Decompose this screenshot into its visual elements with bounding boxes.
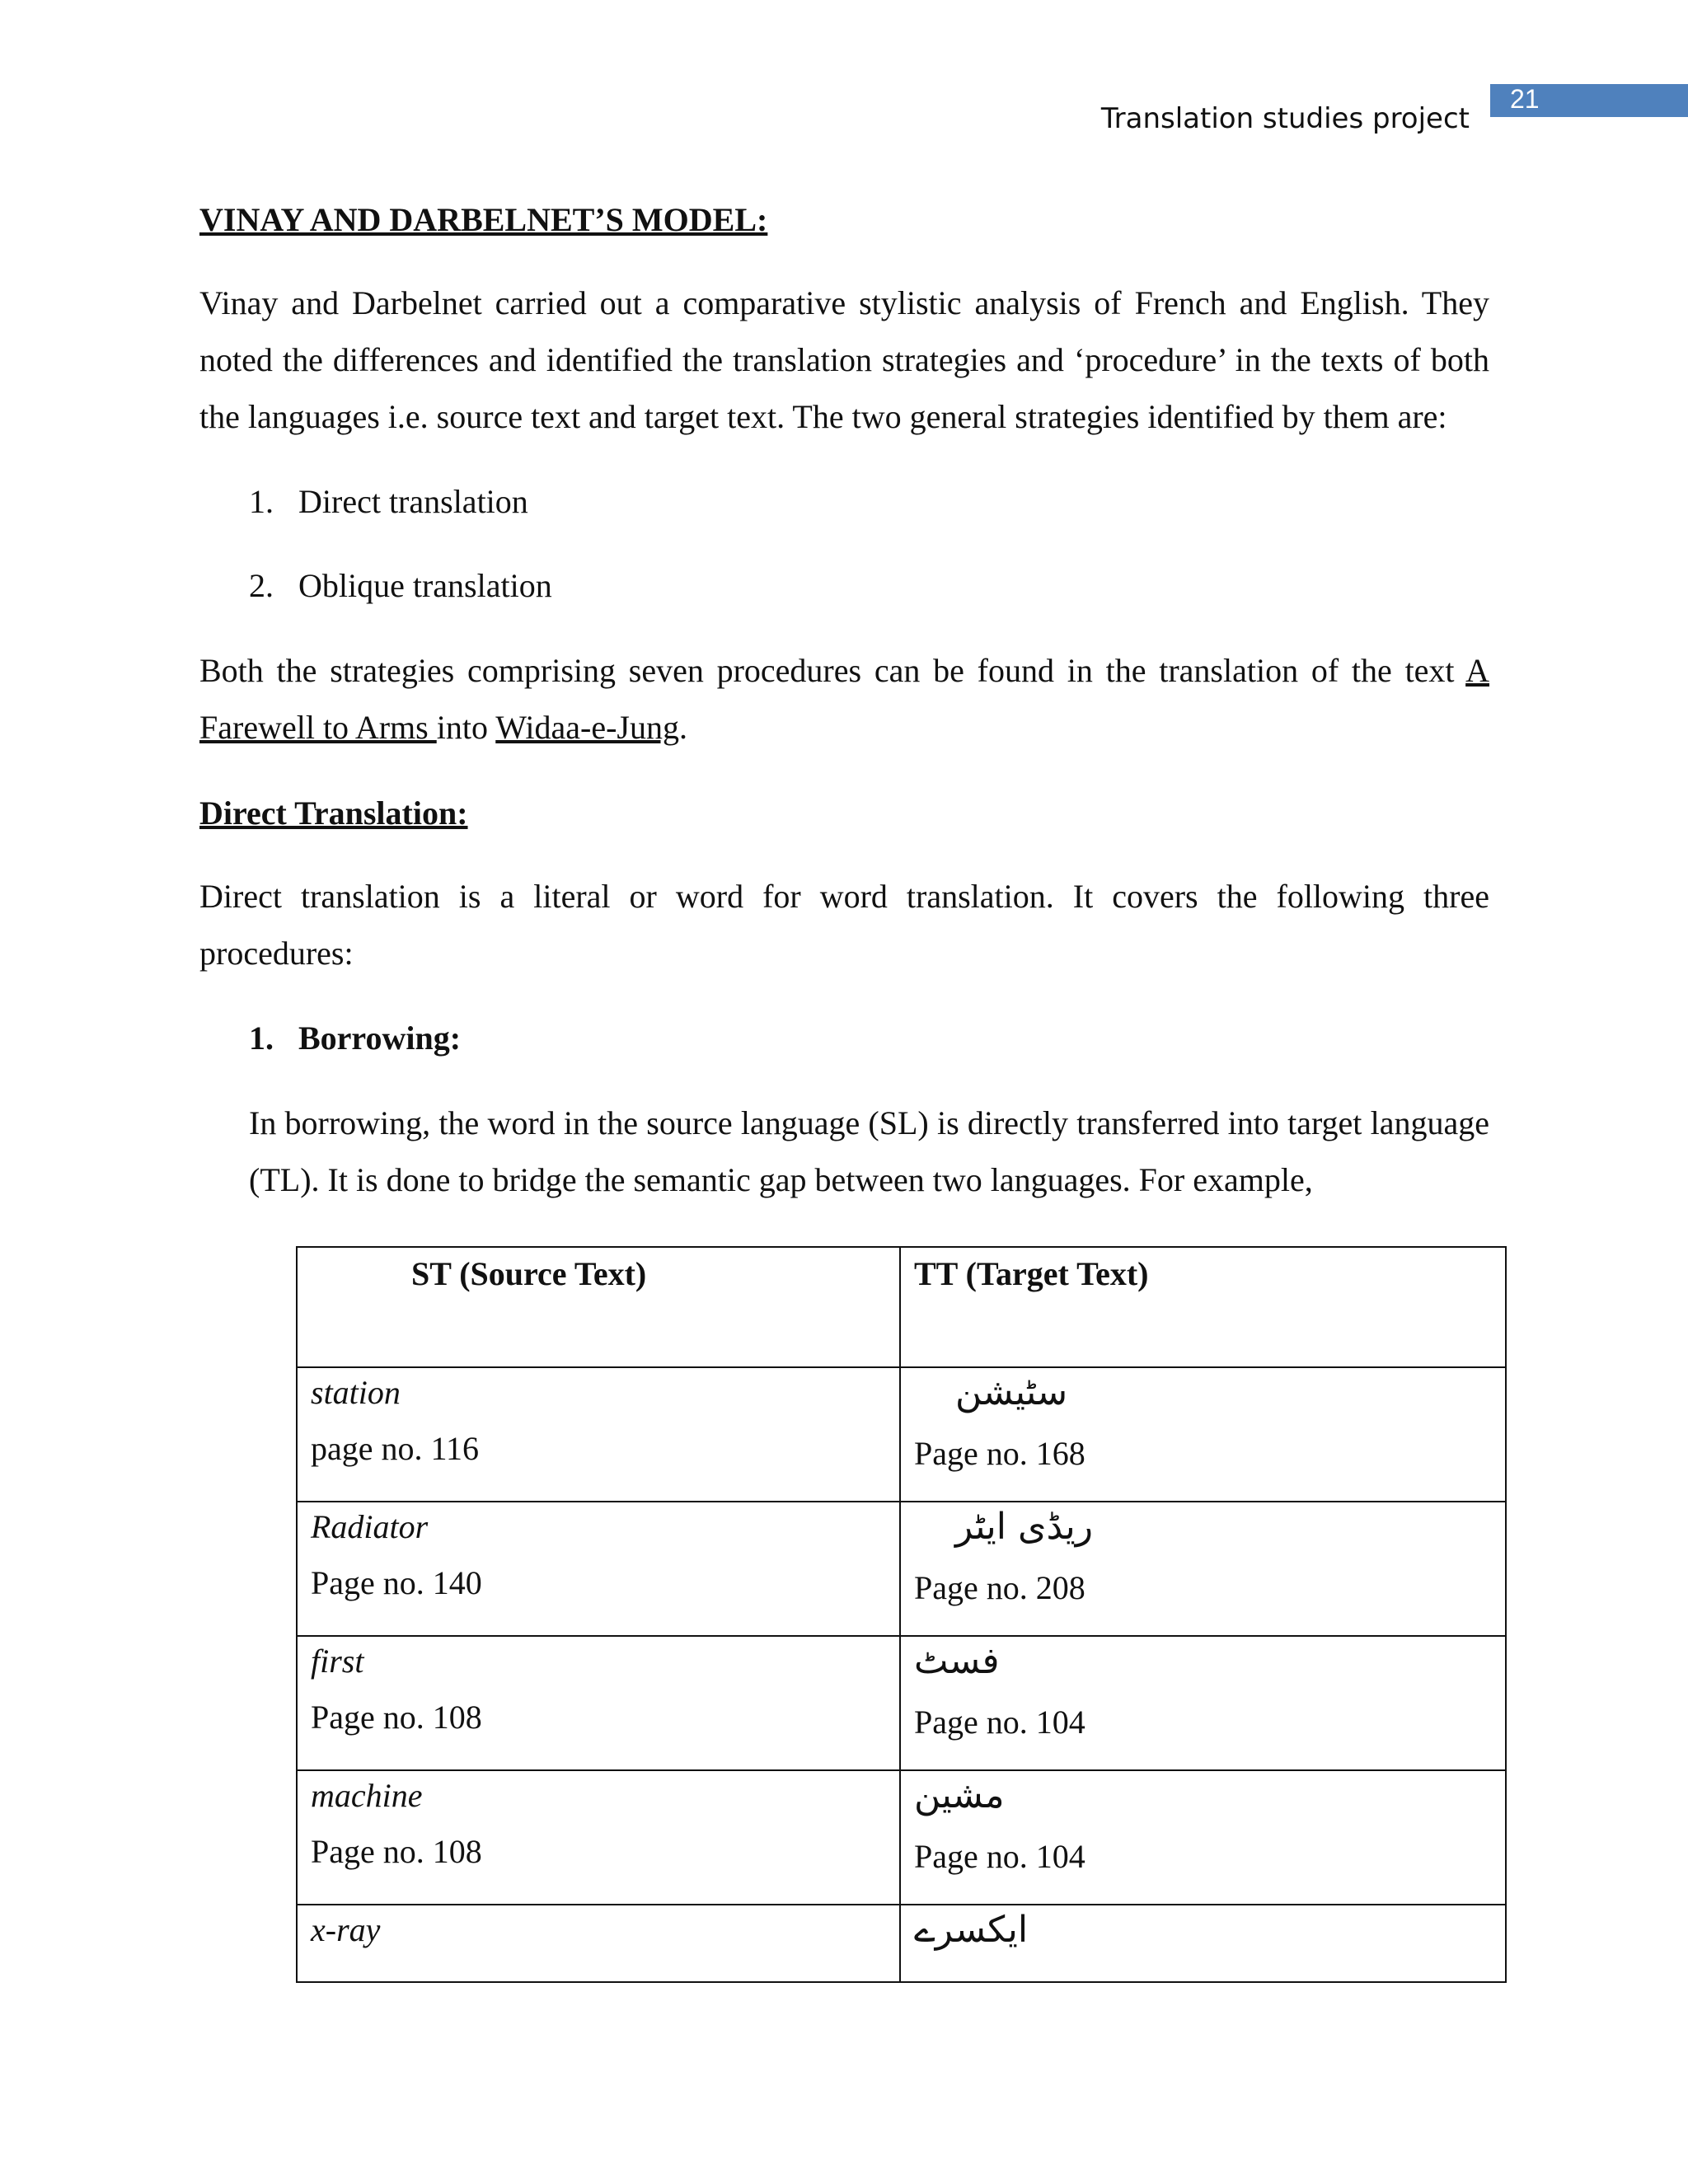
borrowing-heading [249,1010,1489,1066]
list-number: 1. [249,483,274,520]
book-title-english: A Farewell to Arms [199,652,1489,746]
table-row [297,1367,1506,1502]
target-word: ایکسرے [914,1909,1029,1951]
st-cell [297,1770,900,1905]
strategy-item-2 [249,557,1489,614]
intro-paragraph: Vinay and Darbelnet carried out a comparative stylistic analysis of French and English. They noted the differences and identified the translation strategies and ‘procedure’ in the texts of both the languages i.e. source text and target text. The two general strategies identified by them are: [199,284,1489,435]
list-number: 1. [249,1019,274,1057]
source-page: Page no. 108 [311,1833,482,1870]
table-row [297,1905,1506,1982]
list-label: Oblique translation [298,567,552,604]
table-header-row [297,1247,1506,1367]
running-header: Translation studies project [1100,102,1470,135]
target-word: مشین [914,1774,1005,1816]
target-page: Page no. 208 [914,1569,1085,1606]
paragraph-text: into [436,709,496,746]
table-row [297,1636,1506,1770]
target-word: ریڈی ایٹر [955,1506,1094,1548]
st-cell [297,1502,900,1636]
list-label: Direct translation [298,483,528,520]
book-title-urdu: Widaa-e-Jung [495,709,679,746]
paragraph-text: . [678,709,687,746]
tt-cell [900,1502,1506,1636]
borrowing-paragraph: In borrowing, the word in the source language (SL) is directly transferred into target language (TL). It is done to bridge the semantic gap between two languages. For example, [249,1104,1489,1198]
tt-cell [900,1905,1506,1982]
tt-cell [900,1770,1506,1905]
borrowing-label: Borrowing: [298,1019,462,1057]
paragraph-text: Both the strategies comprising seven procedures can be found in the translation of the text [199,652,1466,689]
page-number: 21 [1510,84,1540,114]
source-word: station [311,1374,401,1411]
source-word: Radiator [311,1508,429,1545]
column-header-tt: TT (Target Text) [900,1247,1506,1367]
tt-cell [900,1636,1506,1770]
direct-translation-paragraph: Direct translation is a literal or word for word translation. It covers the following three procedures: [199,878,1489,972]
st-cell [297,1905,900,1982]
direct-translation-heading: Direct Translation: [199,794,468,832]
source-word: x-ray [311,1911,381,1948]
table-row [297,1502,1506,1636]
list-number: 2. [249,567,274,604]
tt-cell [900,1367,1506,1502]
source-page: Page no. 108 [311,1699,482,1736]
st-cell [297,1636,900,1770]
target-page: Page no. 104 [914,1704,1085,1741]
st-cell [297,1367,900,1502]
borrowing-examples-table [296,1246,1507,1983]
target-word: فسٹ [914,1640,1000,1682]
section-heading: VINAY AND DARBELNET’S MODEL: [199,201,768,238]
source-word: machine [311,1777,423,1814]
source-page: Page no. 140 [311,1564,482,1601]
source-word: first [311,1643,364,1680]
column-header-st: ST (Source Text) [297,1247,900,1367]
strategy-item-1 [249,473,1489,530]
both-strategies-paragraph [199,642,1489,756]
target-page: Page no. 168 [914,1435,1085,1472]
source-page: page no. 116 [311,1430,480,1467]
target-page: Page no. 104 [914,1838,1085,1875]
table-row [297,1770,1506,1905]
target-word: سٹیشن [955,1371,1068,1413]
